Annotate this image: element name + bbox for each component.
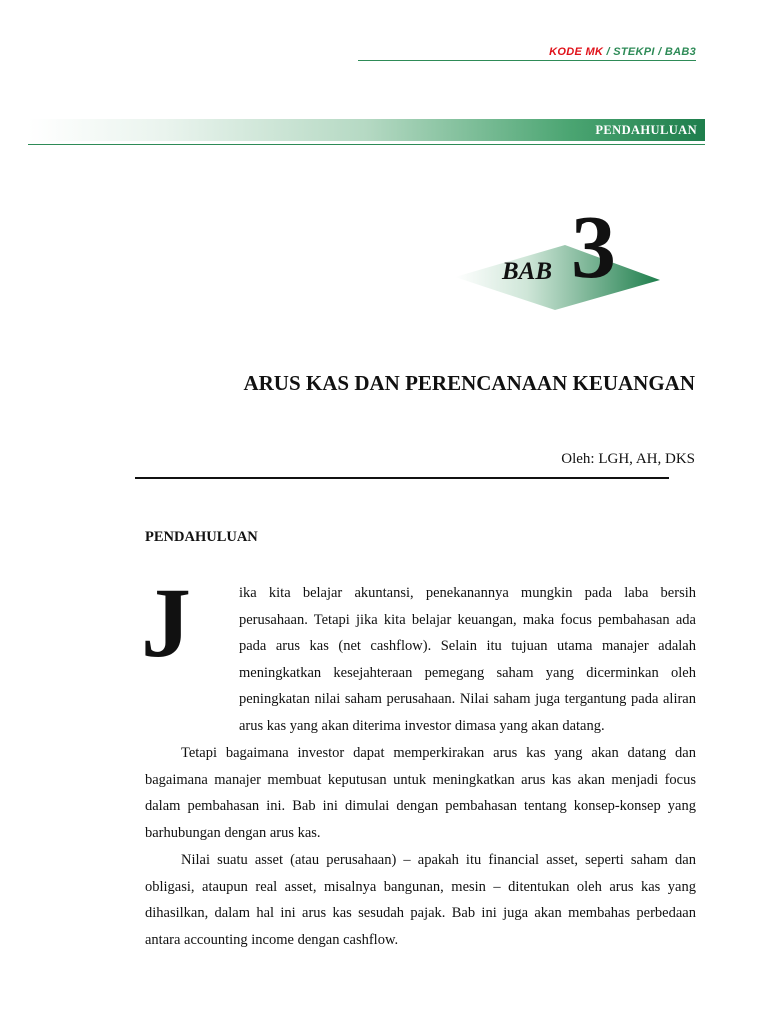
program-name: STEKPI xyxy=(613,46,655,58)
paragraph-3: Nilai suatu asset (atau perusahaan) – apakah itu financial asset, seperti saham dan obligasi, ataupun real asset, misalnya bangunan, mesin – ditentukan oleh arus kas yang dihasilkan, dalam hal ini arus kas sesudah pajak. Bab ini juga akan membahas perbedaan antara accounting income dengan cashflow. xyxy=(145,852,696,948)
chapter-word: BAB xyxy=(502,258,553,285)
section-heading: PENDAHULUAN xyxy=(145,529,258,545)
header-separator-2: / xyxy=(654,46,665,58)
chapter-ref: BAB3 xyxy=(664,46,696,58)
drop-cap: J xyxy=(141,567,191,678)
section-banner xyxy=(28,119,705,141)
title-rule xyxy=(135,477,669,479)
paragraph-2: Tetapi bagaimana investor dapat memperkirakan arus kas yang akan datang dan bagaimana manajer membuat keputusan untuk meningkatkan arus kas akan menjadi focus dalam pembahasan ini. Bab ini dimulai dengan pembahasan tentang konsep-konsep yang barhubungan dengan arus kas. xyxy=(145,745,696,841)
document-title: ARUS KAS DAN PERENCANAAN KEUANGAN xyxy=(243,371,695,395)
header-separator: / xyxy=(603,46,614,58)
paragraph-1: ika kita belajar akuntansi, penekanannya mungkin pada laba bersih perusahaan. Tetapi jika kita belajar keuangan, maka focus pembahasan ada pada arus kas (net cashflow). Selain itu tujuan utama manajer adalah meningkatkan kesejahteraan pemegang saham yang dicerminkan oleh peningkatan nilai saham perusahaan. Nilai saham juga tergantung pada aliran arus kas yang akan diterima investor dimasa yang akan datang. xyxy=(239,585,696,734)
authors: Oleh: LGH, AH, DKS xyxy=(561,451,695,467)
course-code-header xyxy=(549,46,696,58)
course-code: KODE MK xyxy=(549,46,604,58)
section-banner-rule xyxy=(28,144,705,145)
chapter-number: 3 xyxy=(571,198,616,297)
chapter-badge-shape xyxy=(455,198,665,315)
section-banner-label: PENDAHULUAN xyxy=(595,123,697,137)
header-rule xyxy=(358,60,696,61)
chapter-badge xyxy=(455,198,665,315)
